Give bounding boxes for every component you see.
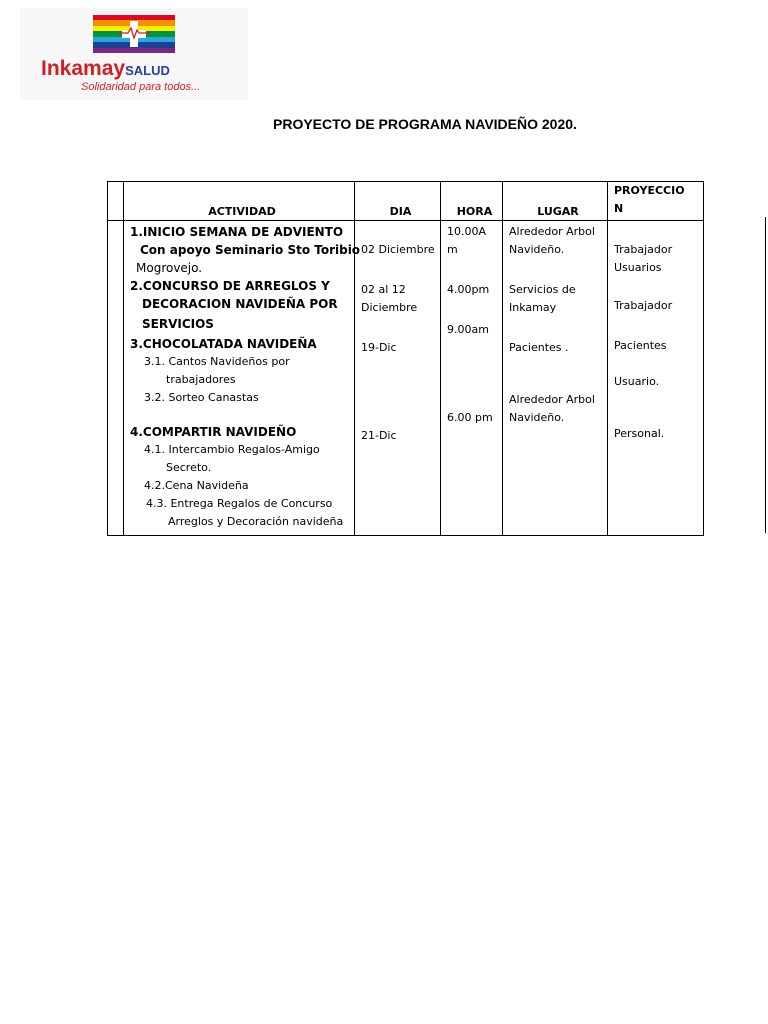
hora-cell <box>441 221 503 536</box>
lugar-2-cont: Inkamay <box>509 301 557 314</box>
lugar-4-cont: Navideño. <box>509 411 565 424</box>
proyeccion-cell <box>608 221 704 536</box>
brand-tagline: Solidaridad para todos... <box>81 81 201 93</box>
hora-3: 9.00am <box>447 323 489 336</box>
proyeccion-1-cont: Usuarios <box>614 261 662 274</box>
activity-3-1: 3.1. Cantos Navideños por <box>144 355 290 368</box>
header-lugar: LUGAR <box>503 182 608 221</box>
proyeccion-3: Pacientes <box>614 339 667 352</box>
hora-1-cont: m <box>447 243 458 256</box>
brand-name <box>41 58 170 79</box>
program-table <box>107 181 704 536</box>
activity-4-title: 4.COMPARTIR NAVIDEÑO <box>130 425 297 439</box>
index-cell <box>108 221 124 536</box>
activity-2-title-cont2: SERVICIOS <box>142 317 214 331</box>
document-title: PROYECTO DE PROGRAMA NAVIDEÑO 2020. <box>273 116 577 132</box>
dia-2: 02 al 12 <box>361 283 406 296</box>
activity-4-2: 4.2.Cena Navideña <box>144 479 249 492</box>
right-edge-rule <box>765 217 766 533</box>
proyeccion-3-cont: Usuario. <box>614 375 660 388</box>
header-actividad: ACTIVIDAD <box>124 182 355 221</box>
dia-4: 21-Dic <box>361 429 397 442</box>
header-dia: DIA <box>355 182 441 221</box>
activity-2-title: 2.CONCURSO DE ARREGLOS Y <box>130 279 330 293</box>
hora-2: 4.00pm <box>447 283 490 296</box>
lugar-1: Alrededor Arbol <box>509 225 595 238</box>
activity-1-title: 1.INICIO SEMANA DE ADVIENTO <box>130 225 344 239</box>
activity-4-3-cont: Arreglos y Decoración navideña <box>168 515 344 528</box>
lugar-3: Pacientes . <box>509 341 569 354</box>
brand-suffix: SALUD <box>125 63 170 78</box>
heartbeat-line-icon <box>118 26 150 40</box>
dia-1: 02 Diciembre <box>361 243 435 256</box>
table-row <box>108 221 704 536</box>
activity-3-1-cont: trabajadores <box>166 373 236 386</box>
lugar-cell <box>503 221 608 536</box>
brand-main: Inkamay <box>41 57 126 80</box>
proyeccion-4: Personal. <box>614 427 665 440</box>
table-header-row <box>108 182 704 221</box>
activity-3-2: 3.2. Sorteo Canastas <box>144 391 259 404</box>
dia-3: 19-Dic <box>361 341 397 354</box>
medical-cross-icon <box>122 21 146 47</box>
activity-4-1-cont: Secreto. <box>166 461 212 474</box>
inkamay-logo <box>20 8 248 100</box>
activity-1-detail-cont: Mogrovejo. <box>136 261 203 275</box>
activity-4-3: 4.3. Entrega Regalos de Concurso <box>146 497 333 510</box>
header-hora: HORA <box>441 182 503 221</box>
hora-4: 6.00 pm <box>447 411 493 424</box>
proyeccion-2: Trabajador <box>614 299 673 312</box>
dia-cell <box>355 221 441 536</box>
lugar-2: Servicios de <box>509 283 576 296</box>
lugar-4: Alrededor Arbol <box>509 393 595 406</box>
activity-2-title-cont: DECORACION NAVIDEÑA POR <box>142 297 338 311</box>
hora-1: 10.00A <box>447 225 487 238</box>
proyeccion-1: Trabajador <box>614 243 673 256</box>
lugar-1-cont: Navideño. <box>509 243 565 256</box>
header-proyeccion: PROYECCIO N <box>608 182 704 221</box>
activity-4-1: 4.1. Intercambio Regalos-Amigo <box>144 443 320 456</box>
activity-3-title: 3.CHOCOLATADA NAVIDEÑA <box>130 337 317 351</box>
activity-1-detail: Con apoyo Seminario Sto Toribio <box>140 243 361 257</box>
actividad-cell <box>124 221 361 536</box>
dia-2-cont: Diciembre <box>361 301 418 314</box>
header-index-cell <box>108 182 124 221</box>
rainbow-flag-icon <box>93 15 175 53</box>
